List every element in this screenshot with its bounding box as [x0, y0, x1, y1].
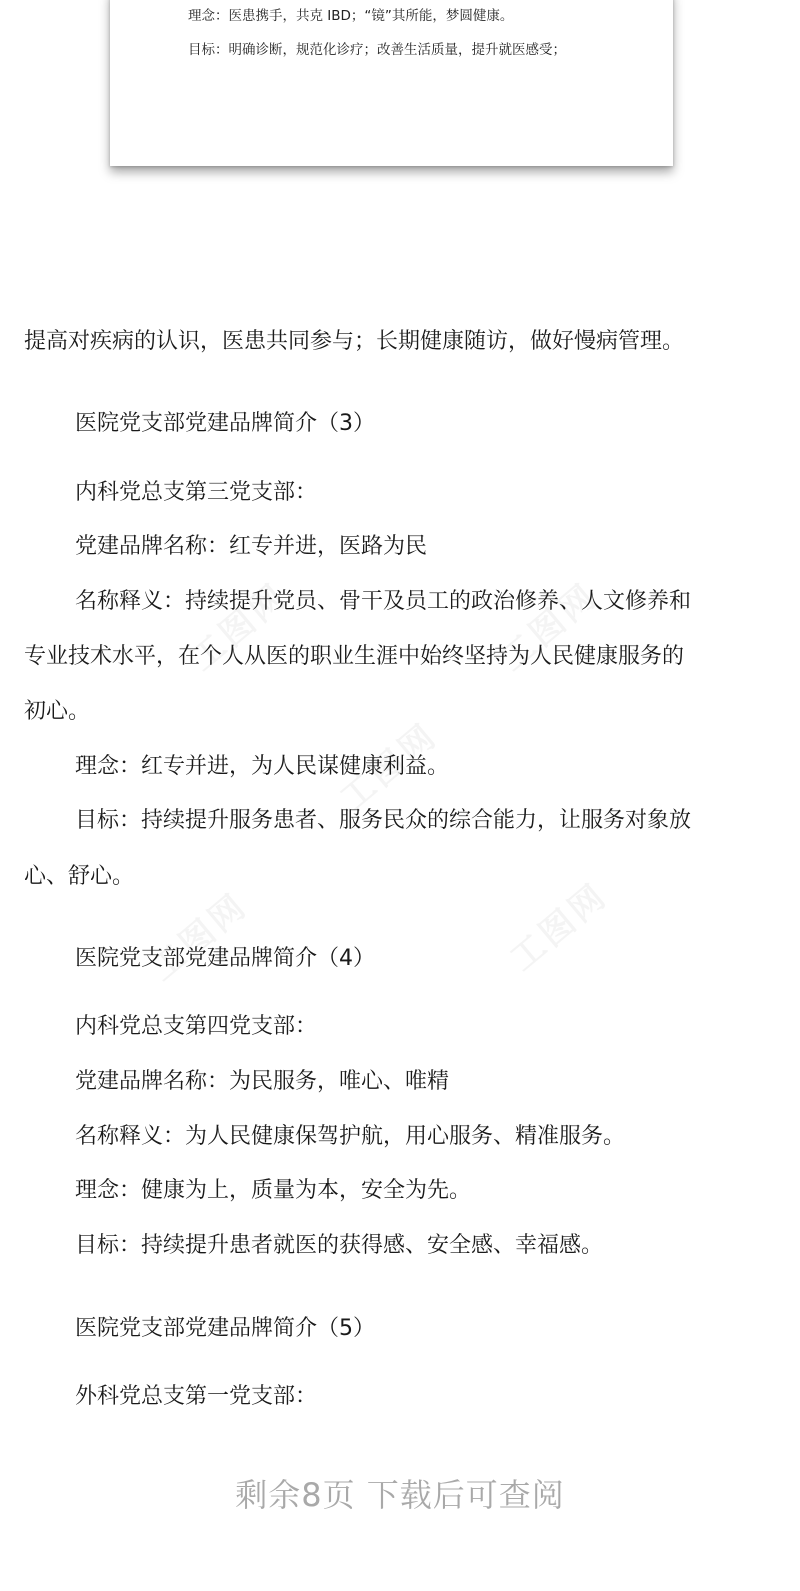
- section-heading: 医院党支部党建品牌简介（5）: [75, 1316, 375, 1341]
- paragraph: 初心。: [24, 699, 91, 724]
- watermark: [498, 869, 617, 980]
- section-heading: 医院党支部党建品牌简介（3）: [75, 411, 375, 436]
- paragraph: 名称释义：为人民健康保驾护航，用心服务、精准服务。: [75, 1124, 626, 1149]
- paragraph: 提高对疾病的认识，医患共同参与；长期健康随访，做好慢病管理。: [24, 329, 685, 354]
- paragraph: 目标：持续提升服务患者、服务民众的综合能力，让服务对象放: [75, 808, 692, 833]
- branch-name: 内科党总支第三党支部：: [75, 480, 318, 505]
- preview-idea-line: 理念：医患携手，共克 IBD；“镜”其所能，梦圆健康。: [188, 8, 514, 24]
- brand-name: 党建品牌名称：为民服务，唯心、唯精: [75, 1069, 450, 1094]
- remaining-pages-button[interactable]: 剩余8页 下载后可查阅: [235, 1476, 565, 1514]
- paragraph: 名称释义：持续提升党员、骨干及员工的政治修养、人文修养和: [75, 589, 692, 614]
- branch-name: 外科党总支第一党支部：: [75, 1384, 318, 1409]
- paragraph: 理念：红专并进，为人民谋健康利益。: [75, 754, 450, 779]
- branch-name: 内科党总支第四党支部：: [75, 1014, 318, 1039]
- paragraph: 专业技术水平，在个人从医的职业生涯中始终坚持为人民健康服务的: [24, 644, 685, 669]
- section-heading: 医院党支部党建品牌简介（4）: [75, 946, 375, 971]
- paragraph: 心、舒心。: [24, 864, 135, 889]
- brand-name: 党建品牌名称：红专并进，医路为民: [75, 534, 428, 559]
- document-preview-card: [110, 0, 673, 166]
- preview-goal-line: 目标：明确诊断，规范化诊疗；改善生活质量，提升就医感受；: [188, 42, 566, 58]
- paragraph: 理念：健康为上，质量为本，安全为先。: [75, 1178, 472, 1203]
- paragraph: 目标：持续提升患者就医的获得感、安全感、幸福感。: [75, 1233, 604, 1258]
